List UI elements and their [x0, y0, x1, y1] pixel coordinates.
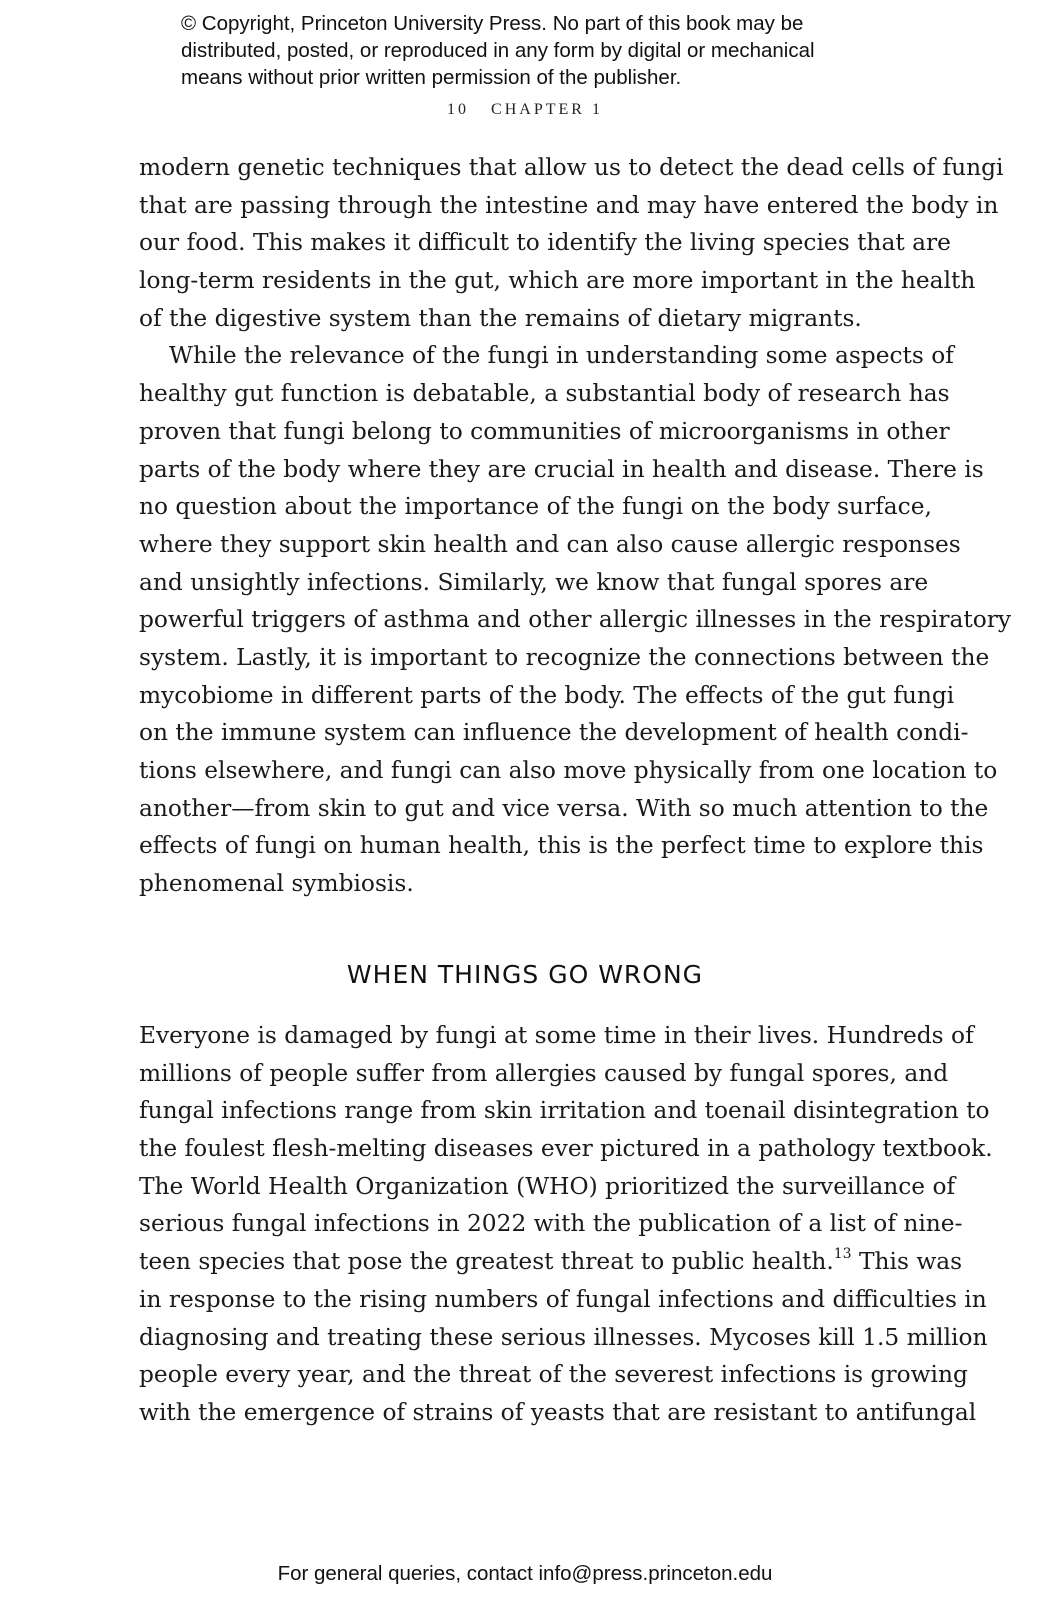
text-fragment: teen species that pose the greatest threat to public health.: [139, 1248, 834, 1276]
text-line: parts of the body where they are crucial in health and disease. There is: [139, 455, 984, 483]
body-text-section: [139, 1017, 993, 1432]
text-line: the foulest flesh-melting diseases ever pictured in a pathology textbook.: [139, 1135, 993, 1163]
text-line: with the emergence of strains of yeasts that are resistant to antifungal: [139, 1398, 977, 1426]
text-fragment: This was: [851, 1248, 963, 1276]
text-line: in response to the rising numbers of fungal infections and difficulties in: [139, 1285, 987, 1313]
copyright-notice: [181, 10, 921, 91]
footer-contact: For general queries, contact info@press.princeton.edu: [277, 1562, 773, 1585]
text-line-with-footnote: [139, 1243, 963, 1281]
text-line: fungal infections range from skin irritation and toenail disintegration to: [139, 1097, 990, 1125]
text-line: healthy gut function is debatable, a substantial body of research has: [139, 380, 950, 408]
text-line: modern genetic techniques that allow us to detect the dead cells of fungi: [139, 154, 1004, 181]
text-line: serious fungal infections in 2022 with the publication of a list of nine-: [139, 1210, 963, 1238]
text-line: another—from skin to gut and vice versa. With so much attention to the: [139, 794, 989, 822]
copyright-line: means without prior written permission of the publisher.: [181, 66, 682, 89]
running-head: [0, 101, 1050, 119]
text-line: and unsightly infections. Similarly, we know that fungal spores are: [139, 568, 929, 596]
text-line: The World Health Organization (WHO) prioritized the surveillance of: [139, 1172, 956, 1200]
text-line: long-term residents in the gut, which are more important in the health: [139, 267, 976, 295]
chapter-label: CHAPTER 1: [491, 101, 603, 118]
text-line: no question about the importance of the fungi on the body surface,: [139, 493, 932, 521]
text-line: powerful triggers of asthma and other allergic illnesses in the respiratory: [139, 606, 1012, 634]
text-line: people every year, and the threat of the severest infections is growing: [139, 1361, 968, 1389]
text-line: mycobiome in different parts of the body. The effects of the gut fungi: [139, 681, 955, 709]
footnote-marker: 13: [833, 1246, 852, 1263]
text-line: While the relevance of the fungi in understanding some aspects of: [169, 342, 954, 370]
text-line: our food. This makes it difficult to identify the living species that are: [139, 229, 951, 257]
copyright-line: distributed, posted, or reproduced in any form by digital or mechanical: [181, 39, 815, 62]
text-line: system. Lastly, it is important to recognize the connections between the: [139, 643, 990, 671]
text-line: diagnosing and treating these serious illnesses. Mycoses kill 1.5 million: [139, 1323, 988, 1351]
page-number: 10: [447, 101, 470, 118]
text-line: tions elsewhere, and fungi can also move physically from one location to: [139, 757, 998, 784]
copyright-line: © Copyright, Princeton University Press. No part of this book may be: [181, 12, 804, 35]
text-line: on the immune system can influence the development of health condi-: [139, 719, 969, 747]
text-line: where they support skin health and can also cause allergic responses: [139, 530, 961, 558]
text-line: effects of fungi on human health, this is the perfect time to explore this: [139, 832, 984, 860]
text-line: that are passing through the intestine and may have entered the body in: [139, 191, 999, 219]
text-line: millions of people suffer from allergies caused by fungal spores, and: [139, 1059, 949, 1087]
text-line: proven that fungi belong to communities of microorganisms in other: [139, 417, 950, 445]
text-line: phenomenal symbiosis.: [139, 870, 414, 898]
section-heading: WHEN THINGS GO WRONG: [346, 960, 704, 989]
text-line: Everyone is damaged by fungi at some time in their lives. Hundreds of: [139, 1022, 974, 1049]
text-line: of the digestive system than the remains of dietary migrants.: [139, 304, 862, 332]
body-text-top: [139, 149, 1012, 903]
